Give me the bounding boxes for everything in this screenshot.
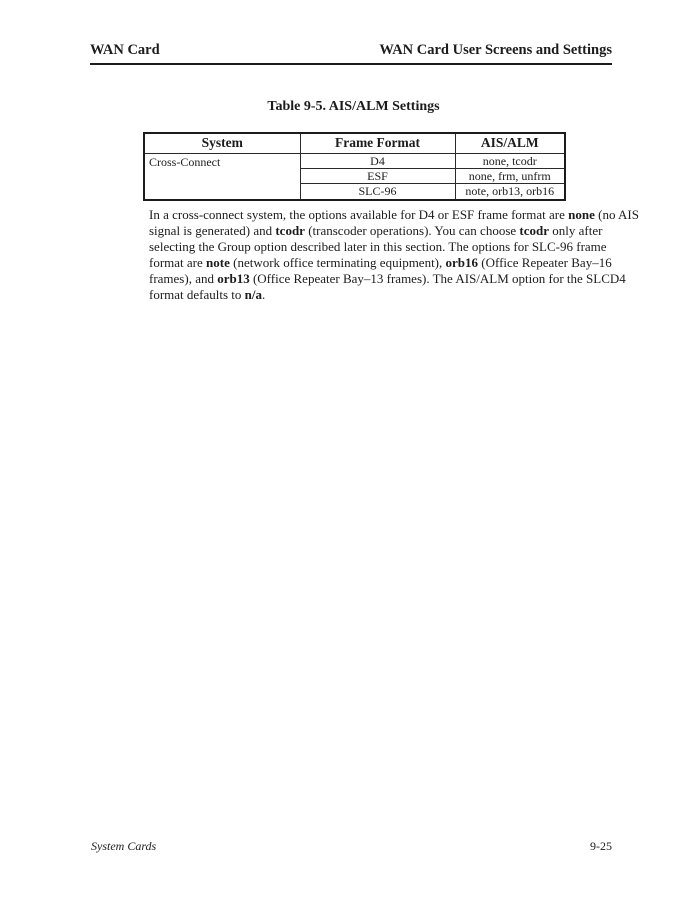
column-header-frame-format: Frame Format xyxy=(300,133,455,153)
header-right-title: WAN Card User Screens and Settings xyxy=(379,42,612,58)
header-left-title: WAN Card xyxy=(90,42,160,58)
ais-alm-cell: note, orb13, orb16 xyxy=(455,184,565,200)
footer-book-title: System Cards xyxy=(91,839,157,853)
paragraph-line: selecting the Group option described later in this section. The options for SLC-96 frame xyxy=(149,239,607,254)
paragraph-line: frames), and orb13 (Office Repeater Bay–13 frames). The AIS/ALM option for the SLCD4 xyxy=(149,271,626,286)
table-caption: Table 9-5. AIS/ALM Settings xyxy=(267,99,440,114)
frame-format-cell: D4 xyxy=(300,153,455,168)
table-header-row xyxy=(144,133,565,153)
frame-format-cell: SLC-96 xyxy=(300,184,455,200)
ais-alm-settings-table xyxy=(143,132,566,201)
system-cell: Cross-Connect xyxy=(144,153,300,200)
frame-format-cell: ESF xyxy=(300,168,455,183)
running-footer xyxy=(91,839,612,854)
column-header-ais-alm: AIS/ALM xyxy=(455,133,565,153)
paragraph-line: format defaults to n/a. xyxy=(149,287,266,302)
body-paragraph xyxy=(149,207,639,303)
running-header xyxy=(90,42,612,65)
paragraph-line: In a cross-connect system, the options available for D4 or ESF frame format are none (no AIS xyxy=(149,207,639,222)
footer-page-number: 9-25 xyxy=(590,839,612,853)
column-header-system: System xyxy=(144,133,300,153)
paragraph-line: signal is generated) and tcodr (transcoder operations). You can choose tcodr only after xyxy=(149,223,603,238)
ais-alm-cell: none, frm, unfrm xyxy=(455,168,565,183)
ais-alm-cell: none, tcodr xyxy=(455,153,565,168)
table-row xyxy=(144,153,565,168)
paragraph-line: format are note (network office terminating equipment), orb16 (Office Repeater Bay–16 xyxy=(149,255,612,270)
